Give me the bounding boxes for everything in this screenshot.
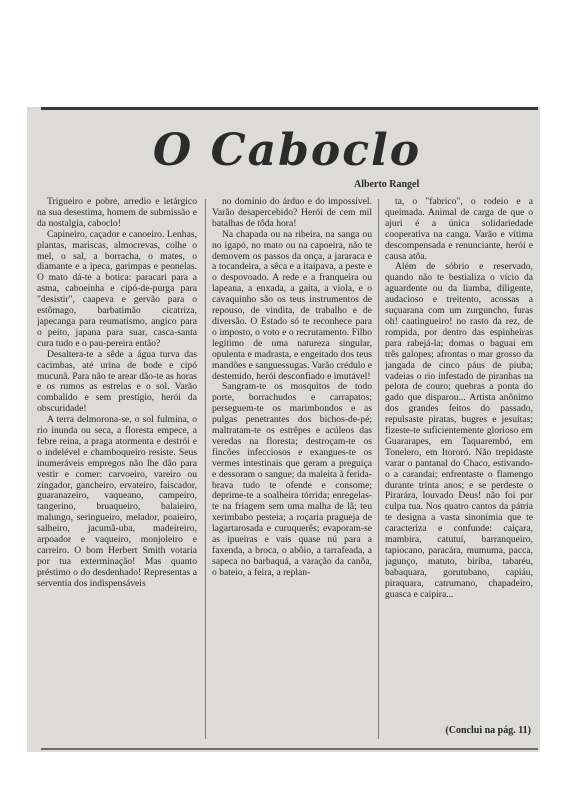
continuation-note: (Conclui na pág. 11) [445,725,531,736]
column-divider [205,199,206,739]
paragraph: Além de sóbrio e reservado, quando não te bestializa o vício da aguardente ou da liamba, diligente, audacioso e treitento, acossas a suçuarana com um zurguncho, furas oh! caatingueiro! no rasto da rez, de rompida, por dentro das espinheiras para rabejá-la; domas o baguai em três galopes; afrontas o mar grosso da jangada de cinco páus de piuba; vadeias o rio infestado de piranhas na pelota de couro; quebras a ponta do gado que disparou... Artista anônimo dos grandes feitos do passado, repulsaste piratas, bugres e jesuítas; fizeste-te suficientemente glorioso em Guararapes, em Taquarembó, em Tonelero, em Itororó. Não trepidaste varar o pantanal do Chaco, estivando-o a carandai; enfrentaste o flamengo durante trinta anos; e se perdeste o Pirarára, louvado Deus! não foi por culpa tua. Nos quatro cantos da pátria te designa a vasta sinonímia que te caracteriza e confunde: caiçara, mambira, catutuí, barranqueiro, tapiocano, paracára, mumuma, pacca, jagunço, matuto, biriba, tabaréu, babaquara, gorutubano, capiáu, piraquara, catrumano, chapadeiro, guasca e caipira... [385,261,533,600]
text-column-2 [212,197,372,742]
article-author: Alberto Rangel [354,179,420,190]
text-column-1 [37,197,197,742]
paragraph: no domínio do árduo e do impossível. Varão desapercebido? Herói de cem mil batalhas de tôda hora! [212,197,372,229]
paragraph: Capineiro, caçador e canoeiro. Lenhas, plantas, mariscas, almocrevas, colhe o mel, o sal, a borracha, o mates, o diamante e a ipeca, garimpas e peonelas. O mato dá-te a botica: paracari para a asma, caboeinha e cipó-de-purga para "desistir", caapeva e gervão para o estômago, barbatimão cicatriza, japecanga para reumatismo, angico para o peito, japana para suar, casca-santa cura tudo e o pau-pereira então? [37,228,197,349]
paragraph: ta, o "fabrico", o rodeio e a queimada. Animal de carga de que o ajuri é a única solidariedade cooperativa na canga. Varão e vítima descompensada e renunciante, herói e causa atôa. [385,197,533,262]
text-column-3 [385,197,533,717]
paragraph: Sangram-te os mosquitos de todo porte, borrachudos e carrapatos; perseguem-te os marimbondos e as pulgas penetrantes dos bichos-de-pé; maltratam-te os estrêpes e acúleos das veredas na floresta; destroçam-te os fincões infecciosos e exangues-te os vermes intestinais que geram a preguiça e dessoram o sangue; da maleita à ferida-brava tudo te ofende e consome; deprime-te a soalheira tórrida; enregelas-te na friagem sem uma malha de lã; teu xerimbabo pesteia; a roçaria pragueja de lagartarosada e curuquerês; evaporam-se as ipueiras e vais quase nú para a faxenda, a broca, o abôio, a tarrafeada, a sapeca no barbaquá, a varação da canôa, o bateio, a feira, a replan- [212,381,372,578]
paragraph: Na chapada ou na ribeira, na sanga ou no igapó, no mato ou na capoeira, não te demovem os passos da onça, a jararaca e a tocandeira, a sêca e a itaipava, a peste e o despovoado. A rede e a franqueira ou lapeana, a enxada, a gaita, a viola, e o cavaquinho são os teus instrumentos de repouso, de vindita, de trabalho e de diversão. O Estado só te reconhece para o imposto, o voto e o recrutamento. Filho legítimo de uma natureza singular, opulenta e madrasta, e engeitado dos teus mandões e sanguessugas. Varão crédulo e destemido, herói desconfiado e imutável! [212,228,372,382]
top-rule [41,107,538,110]
bottom-rule [41,748,538,750]
article-page [27,107,540,752]
article-title: O Caboclo [152,125,422,176]
column-divider [378,199,379,739]
paragraph: Trigueiro e pobre, arredio e letárgico na sua desestima, homem de submissão e da nostalgia, caboclo! [37,197,197,229]
paragraph: A terra delmorona-se, o sol fulmina, o rio inunda ou seca, a floresta empece, a febre reina, a praga atormenta e destrói e o indelével e chamboqueiro resiste. Seus inumeráveis empregos não lhe dão para vestir e comer: carvoeiro, vareiro ou zingador, gancheiro, ervateiro, faiscador, guaranazeiro, vaqueano, campeiro, tangerino, bruaqueiro, balaieiro, malungo, seringueiro, melador, poaieiro, salheiro, jacumã-uba, madeireiro, arpoador e vaqueiro, monjoleiro e carreiro. O bom Herbert Smith votaria por tua exterminação! Mas quanto préstimo o do desdenhado! Representas a serventia dos indispensáveis [37,414,197,589]
paragraph: Desaltera-te a sêde a água turva das cacimbas, até urina de bode e cipó mucunã. Para não te arear dão-te as horas e os rumos as estrelas e o sol. Varão combalido e sem prestígio, herói da obscuridade! [37,348,197,415]
